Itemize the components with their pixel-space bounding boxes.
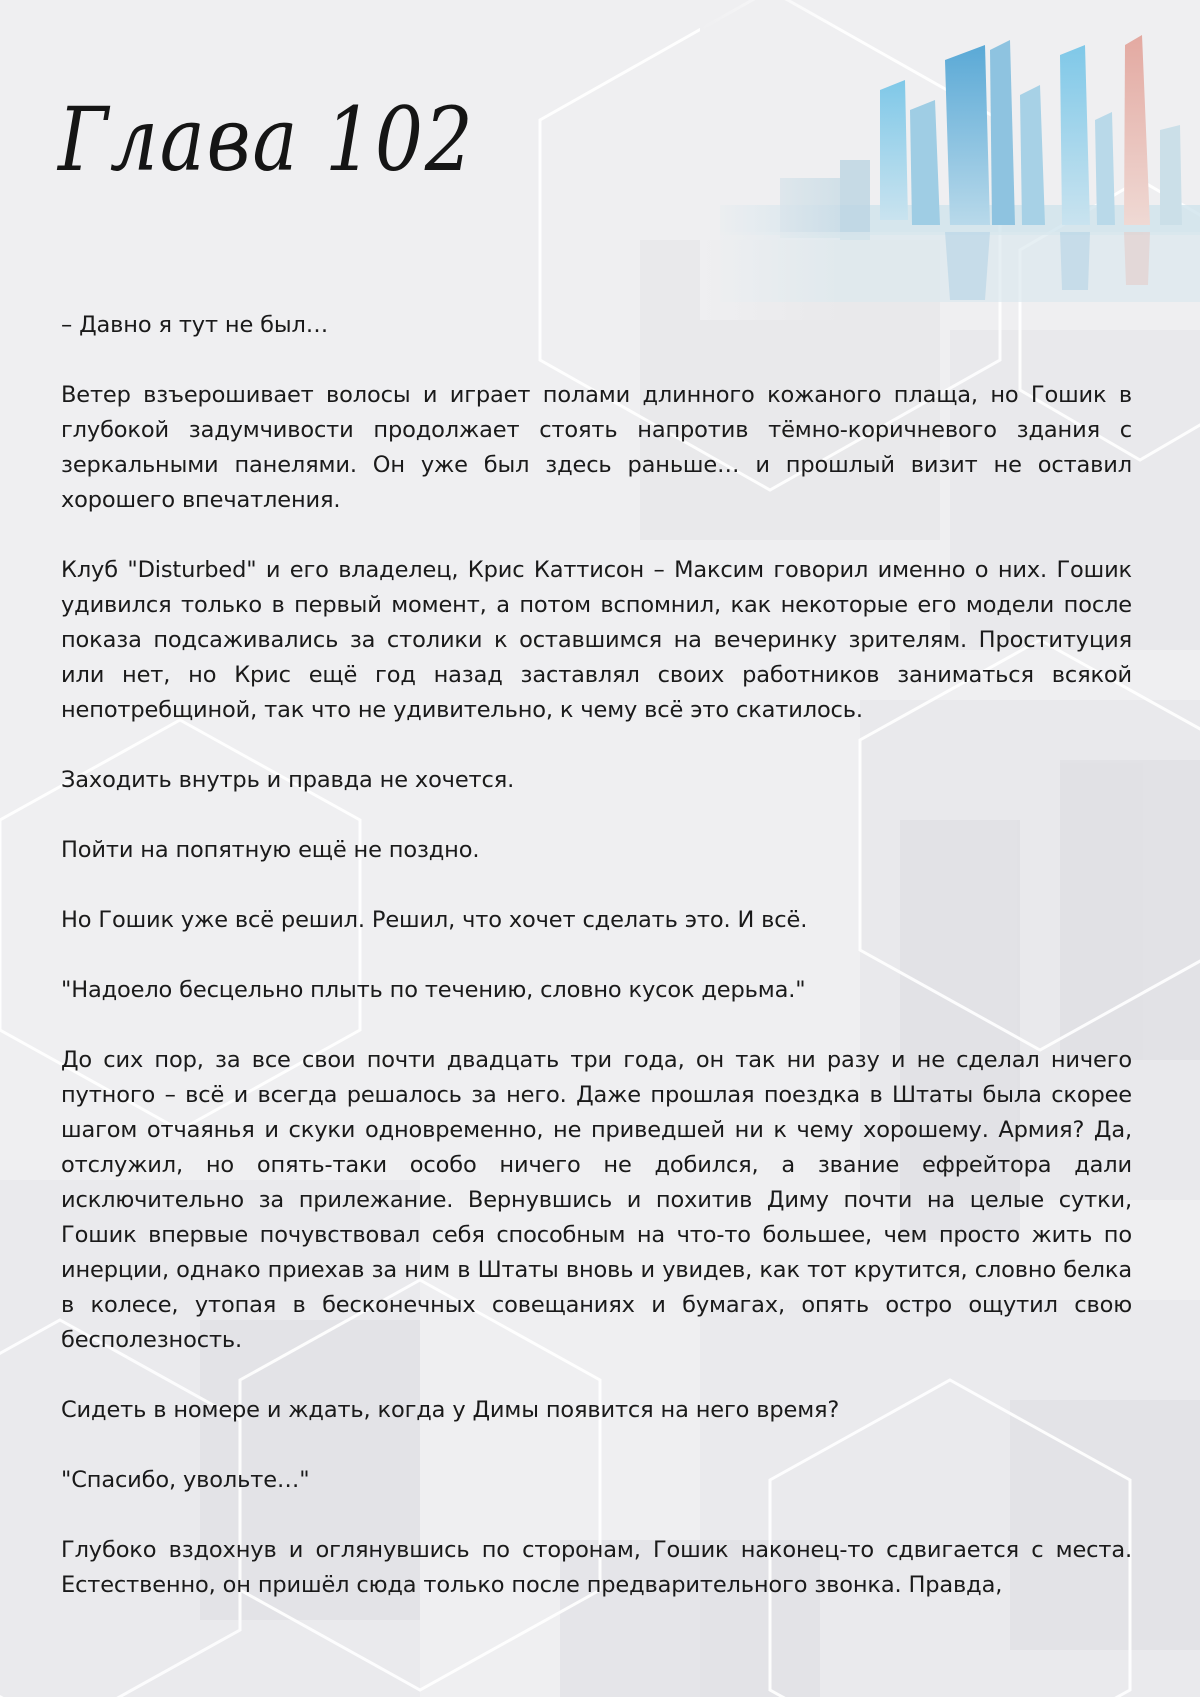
- chapter-title: Глава 102: [58, 88, 475, 191]
- paragraph: – Давно я тут не был…: [61, 312, 329, 338]
- paragraph: Но Гошик уже всё решил. Решил, что хочет сделать это. И всё.: [61, 907, 808, 933]
- paragraph: Клуб "Disturbed" и его владелец, Крис Каттисон – Максим говорил именно о них. Гошик удивился только в первый момент, а потом вспомнил, как некоторые его модели после показа подсаживались за столики к оставшимся на вечеринку зрителям. Проституция или нет, но Крис ещё год назад заставлял своих работников заниматься всякой непотребщиной, так что не удивительно, к чему всё это скатилось.: [61, 557, 1132, 723]
- paragraph: Заходить внутрь и правда не хочется.: [61, 767, 515, 793]
- paragraph: Сидеть в номере и ждать, когда у Димы появится на него время?: [61, 1397, 840, 1423]
- paragraph: "Надоело бесцельно плыть по течению, словно кусок дерьма.": [61, 977, 806, 1003]
- paragraph: Пойти на попятную ещё не поздно.: [61, 837, 480, 863]
- paragraph: До сих пор, за все свои почти двадцать три года, он так ни разу и не сделал ничего путного – всё и всегда решалось за него. Даже прошлая поездка в Штаты была скорее шагом отчаянья и скуки одновременно, не приведшей ни к чему хорошему. Армия? Да, отслужил, но опять-таки особо ничего не добился, а звание ефрейтора дали исключительно за прилежание. Вернувшись и похитив Диму почти на целые сутки, Гошик впервые почувствовал себя способным на что-то большее, чем просто жить по инерции, однако приехав за ним в Штаты вновь и увидев, как тот крутится, словно белка в колесе, утопая в бесконечных совещаниях и бумагах, опять остро ощутил свою бесполезность.: [61, 1047, 1132, 1353]
- paragraph: "Спасибо, увольте…": [61, 1467, 310, 1493]
- paragraph: Глубоко вздохнув и оглянувшись по сторонам, Гошик наконец-то сдвигается с места. Естественно, он пришёл сюда только после предварительного звонка. Правда,: [61, 1537, 1132, 1598]
- chapter-body: [61, 308, 1132, 1638]
- paragraph: Ветер взъерошивает волосы и играет полами длинного кожаного плаща, но Гошик в глубокой задумчивости продолжает стоять напротив тёмно-коричневого здания с зеркальными панелями. Он уже был здесь раньше… и прошлый визит не оставил хорошего впечатления.: [61, 382, 1132, 513]
